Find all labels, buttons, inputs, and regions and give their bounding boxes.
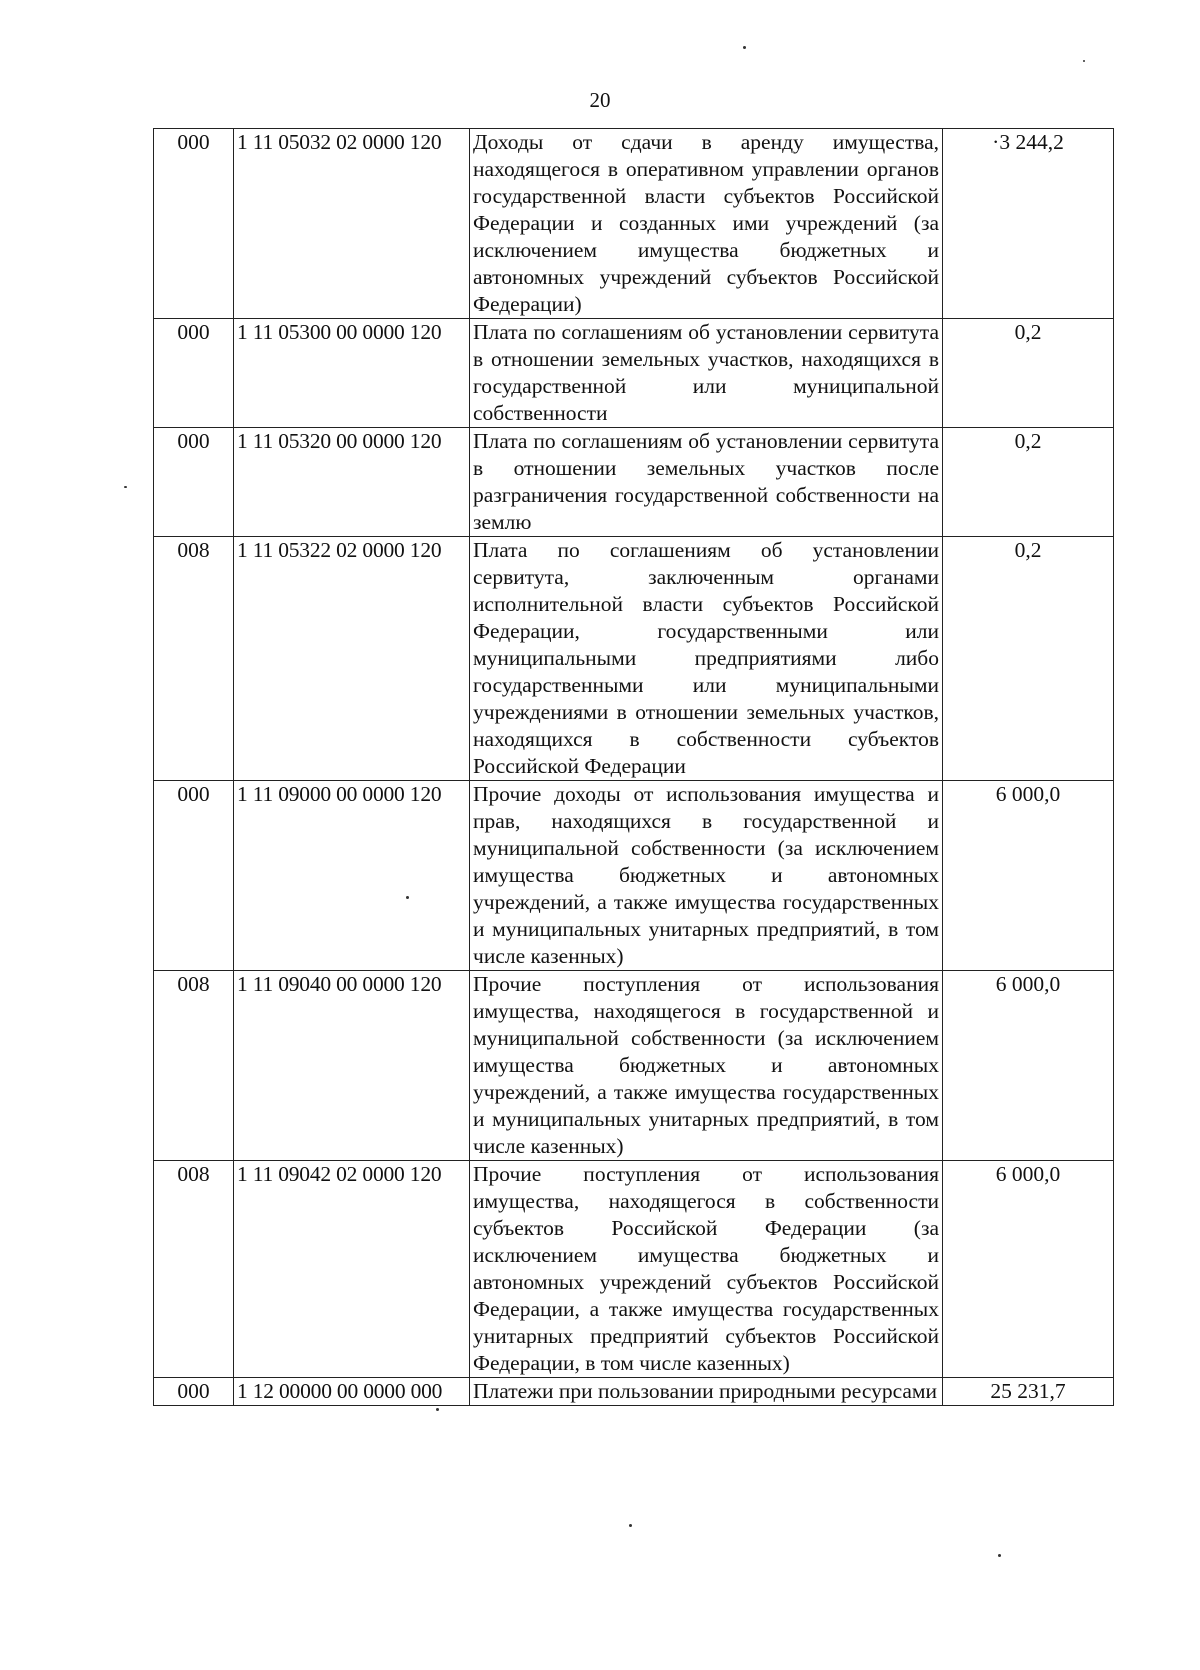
table-row <box>154 129 1114 319</box>
scan-speck <box>743 46 746 49</box>
budget-code-cell: 1 11 09000 00 0000 120 <box>234 781 470 971</box>
revenue-table <box>153 128 1114 1406</box>
admin-code-cell: 008 <box>154 1161 234 1378</box>
admin-code-cell: 000 <box>154 319 234 428</box>
page-number: 20 <box>589 88 611 112</box>
budget-code-cell: 1 11 09040 00 0000 120 <box>234 971 470 1161</box>
table-row <box>154 781 1114 971</box>
amount-cell: 0,2 <box>943 428 1114 537</box>
admin-code-cell: 000 <box>154 129 234 319</box>
amount-cell: 0,2 <box>943 319 1114 428</box>
admin-code-cell: 008 <box>154 537 234 781</box>
budget-code-cell: 1 11 05320 00 0000 120 <box>234 428 470 537</box>
budget-code-cell: 1 11 09042 02 0000 120 <box>234 1161 470 1378</box>
revenue-name-cell: Доходы от сдачи в аренду имущества, находящегося в оперативном управлении органов государственной власти субъектов Российской Федерации и созданных ими учреждений (за исключением имущества бюджетных и автономных учреждений субъектов Российской Федерации) <box>470 129 943 319</box>
table-row <box>154 971 1114 1161</box>
admin-code-cell: 000 <box>154 428 234 537</box>
table-row <box>154 428 1114 537</box>
scan-speck <box>629 1524 632 1527</box>
admin-code-cell: 000 <box>154 781 234 971</box>
revenue-name-cell: Плата по соглашениям об установлении сервитута, заключенным органами исполнительной власти субъектов Российской Федерации, государственными или муниципальными предприятиями либо государственными или муниципальными учреждениями в отношении земельных участков, находящихся в собственности субъектов Российской Федерации <box>470 537 943 781</box>
revenue-name-cell: Плата по соглашениям об установлении сервитута в отношении земельных участков после разграничения государственной собственности на землю <box>470 428 943 537</box>
revenue-name-cell: Платежи при пользовании природными ресурсами <box>470 1378 943 1406</box>
scan-speck <box>998 1554 1001 1557</box>
table-row <box>154 1161 1114 1378</box>
revenue-name-cell: Плата по соглашениям об установлении сервитута в отношении земельных участков, находящихся в государственной или муниципальной собственности <box>470 319 943 428</box>
amount-cell: 6 000,0 <box>943 781 1114 971</box>
table-row <box>154 537 1114 781</box>
scan-speck <box>124 486 127 488</box>
revenue-table-body <box>154 129 1114 1406</box>
revenue-name-cell: Прочие поступления от использования имущества, находящегося в государственной и муниципальной собственности (за исключением имущества бюджетных и автономных учреждений, а также имущества государственных и муниципальных унитарных предприятий, в том числе казенных) <box>470 971 943 1161</box>
amount-cell: 6 000,0 <box>943 1161 1114 1378</box>
admin-code-cell: 008 <box>154 971 234 1161</box>
revenue-name-cell: Прочие доходы от использования имущества и прав, находящихся в государственной и муниципальной собственности (за исключением имущества бюджетных и автономных учреждений, а также имущества государственных и муниципальных унитарных предприятий, в том числе казенных) <box>470 781 943 971</box>
admin-code-cell: 000 <box>154 1378 234 1406</box>
amount-cell: 0,2 <box>943 537 1114 781</box>
budget-code-cell: 1 11 05322 02 0000 120 <box>234 537 470 781</box>
table-row <box>154 1378 1114 1406</box>
budget-code-cell: 1 12 00000 00 0000 000 <box>234 1378 470 1406</box>
amount-cell: 6 000,0 <box>943 971 1114 1161</box>
scan-speck <box>436 1408 439 1411</box>
table-row <box>154 319 1114 428</box>
amount-cell: ·3 244,2 <box>943 129 1114 319</box>
budget-code-cell: 1 11 05032 02 0000 120 <box>234 129 470 319</box>
scan-speck <box>1083 60 1085 62</box>
revenue-name-cell: Прочие поступления от использования имущества, находящегося в собственности субъектов Российской Федерации (за исключением имущества бюджетных и автономных учреждений субъектов Российской Федерации, а также имущества государственных унитарных предприятий субъектов Российской Федерации, в том числе казенных) <box>470 1161 943 1378</box>
amount-cell: 25 231,7 <box>943 1378 1114 1406</box>
scan-speck <box>406 896 409 899</box>
budget-code-cell: 1 11 05300 00 0000 120 <box>234 319 470 428</box>
